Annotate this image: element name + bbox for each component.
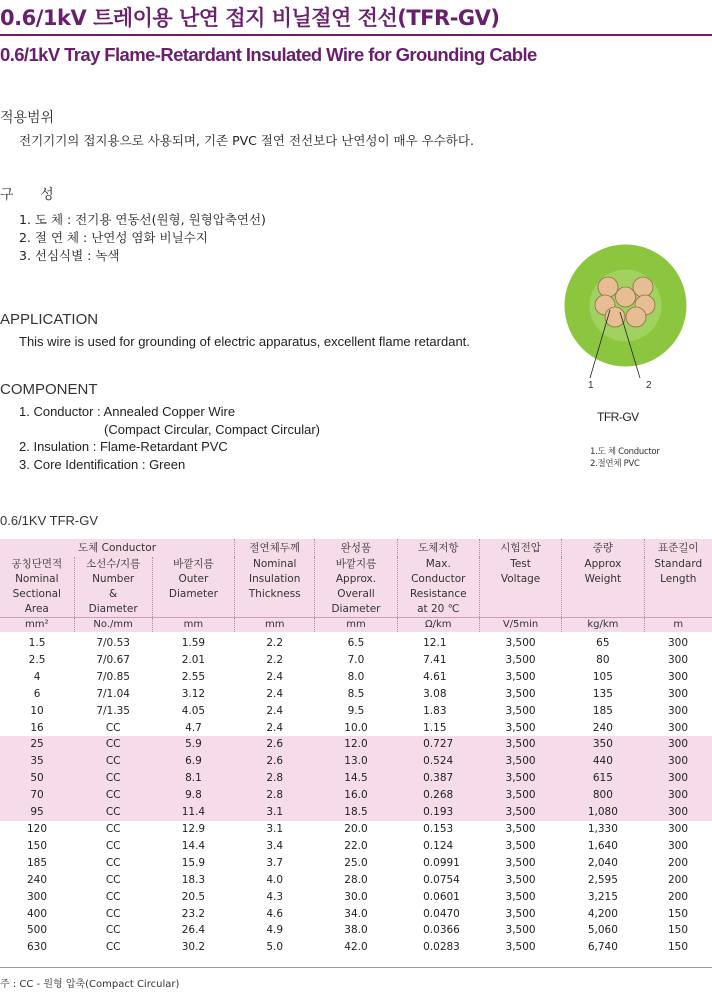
table-cell: CC <box>105 856 121 869</box>
table-cell: CC <box>105 907 121 920</box>
header-en-line: Area <box>24 603 49 615</box>
table-cell: CC <box>105 839 121 852</box>
table-cell: 28.0 <box>344 873 368 886</box>
table-cell: 2.6 <box>235 753 315 770</box>
table-cell: 18.3 <box>181 873 206 886</box>
component-ko-item-1: 1. 도 체 : 전기용 연동선(원형, 원형압축연선) <box>19 212 266 227</box>
table-cell: 500 <box>27 924 48 937</box>
table-cell: 105 <box>592 670 613 683</box>
table-row <box>0 736 712 753</box>
figure-legend-1: 1.도 체 Conductor <box>590 447 660 457</box>
table-body <box>0 632 712 956</box>
table-cell: 15.9 <box>181 856 206 869</box>
table-cell: 22.0 <box>344 839 368 852</box>
header-en-line: Nominal <box>15 573 59 585</box>
table-row <box>0 889 712 906</box>
table-cell: 200 <box>667 890 689 903</box>
header-ko-1: 소선수/지름 <box>86 558 141 570</box>
unit-6: V/5min <box>479 618 561 633</box>
figure-label-1: 1 <box>588 380 594 391</box>
table-cell: 300 <box>667 670 689 683</box>
figure-leader-lines <box>580 290 660 385</box>
table-cell: CC <box>105 873 121 886</box>
header-en-line: Max. <box>425 558 451 570</box>
table-cell: 150 <box>667 907 689 920</box>
table-cell: 7/0.53 <box>96 637 130 649</box>
table-cell: 10 <box>30 704 44 717</box>
table-cell: 50 <box>0 770 74 787</box>
header-en-line: Thickness <box>248 588 301 600</box>
table-cell: 3,500 <box>479 753 561 770</box>
table-title: 0.6/1KV TFR-GV <box>0 513 99 528</box>
table-cell: 0.268 <box>397 787 479 804</box>
header-en-line: Sectional <box>12 588 61 600</box>
header-ko-6: 시험전압 <box>479 539 561 557</box>
page-title-english: 0.6/1kV Tray Flame-Retardant Insulated Wire for Grounding Cable <box>0 44 537 65</box>
table-cell: 8.0 <box>347 670 365 683</box>
header-en-line: Resistance <box>409 588 467 600</box>
table-row <box>0 770 712 787</box>
table-cell: 4.9 <box>266 924 284 937</box>
header-en-line: Diameter <box>331 603 381 615</box>
header-cell-weight <box>562 557 644 618</box>
table-cell: 0.0601 <box>423 890 460 903</box>
table-cell: 300 <box>27 890 48 903</box>
table-row <box>0 720 712 737</box>
header-en-line: at 20 ℃ <box>417 603 460 615</box>
header-en-line: Test <box>510 558 531 570</box>
header-cell-outer-diameter <box>152 557 234 618</box>
table-cell: 2.2 <box>266 637 284 649</box>
table-cell: 4.7 <box>185 721 202 734</box>
header-ko-4: 완성품 <box>315 539 397 557</box>
table-cell: 23.2 <box>181 907 206 920</box>
table-cell: 300 <box>644 804 712 821</box>
table-cell: 0.0283 <box>423 941 460 954</box>
table-cell: 7.41 <box>423 653 447 666</box>
header-cell-voltage <box>479 557 561 618</box>
table-cell: 42.0 <box>344 941 368 954</box>
table-cell: 26.4 <box>181 924 206 937</box>
table-cell: CC <box>74 736 152 753</box>
table-cell: 3,500 <box>479 804 561 821</box>
table-cell: 150 <box>667 941 689 954</box>
table-cell: 3,500 <box>505 907 536 920</box>
header-en-line: Number <box>92 573 135 585</box>
table-cell: 11.4 <box>152 804 234 821</box>
table-cell: CC <box>74 787 152 804</box>
header-en-line: Conductor <box>411 573 466 585</box>
table-cell: 12.1 <box>423 637 447 649</box>
table-cell: 3,500 <box>505 637 536 649</box>
table-cell: 300 <box>667 637 689 649</box>
unit-4: mm <box>315 618 397 633</box>
table-cell: 4.0 <box>266 873 284 886</box>
table-cell: 120 <box>27 822 48 835</box>
table-cell: 0.387 <box>397 770 479 787</box>
table-cell: 3.7 <box>266 856 284 869</box>
component-en-item-1: 1. Conductor : Annealed Copper Wire <box>19 404 236 419</box>
table-cell: 4.3 <box>266 890 284 903</box>
table-cell: 3,500 <box>505 653 536 666</box>
header-cell-resistance <box>397 557 479 618</box>
header-en-line: Voltage <box>500 573 541 585</box>
component-en-item-2: 2. Insulation : Flame-Retardant PVC <box>19 439 228 454</box>
header-ko-7: 중량 <box>562 539 644 557</box>
header-en-line: Approx <box>584 558 622 570</box>
table-cell: 300 <box>667 687 689 700</box>
header-en-line: Diameter <box>168 588 218 600</box>
header-en-line: Approx. <box>335 573 377 585</box>
table-cell: CC <box>74 804 152 821</box>
table-row <box>0 703 712 720</box>
header-en-line: Insulation <box>249 573 301 585</box>
table-cell: 300 <box>644 770 712 787</box>
table-cell: 6.5 <box>347 637 365 649</box>
table-cell: 2.8 <box>235 770 315 787</box>
table-bottom-rule <box>0 967 712 968</box>
unit-1: No./mm <box>74 618 152 633</box>
table-cell: 6.9 <box>152 753 234 770</box>
table-cell: 440 <box>562 753 644 770</box>
table-cell: 13.0 <box>315 753 397 770</box>
table-cell: 2.4 <box>266 721 284 734</box>
table-cell: 3,215 <box>587 890 618 903</box>
table-cell: 1,330 <box>587 822 618 835</box>
table-cell: 3,500 <box>505 856 536 869</box>
table-cell: 300 <box>667 704 689 717</box>
component-ko-item-3: 3. 선심식별 : 녹색 <box>19 248 120 263</box>
table-cell: 0.727 <box>397 736 479 753</box>
table-cell: 9.5 <box>347 704 365 717</box>
table-cell: 3,500 <box>505 839 536 852</box>
header-en-line: & <box>109 588 118 600</box>
table-row <box>0 939 712 956</box>
table-cell: CC <box>105 941 121 954</box>
conductor-group-header: 도체 Conductor <box>78 541 157 554</box>
unit-0: mm² <box>0 618 74 633</box>
table-cell: 2.55 <box>181 670 206 683</box>
header-ko-3: 절연체두께 <box>235 539 315 557</box>
table-cell: 300 <box>667 653 689 666</box>
table-cell: 35 <box>0 753 74 770</box>
table-cell: 630 <box>27 941 48 954</box>
table-cell: 2.4 <box>266 670 284 683</box>
table-cell: 3,500 <box>479 736 561 753</box>
table-cell: 5,060 <box>587 924 618 937</box>
component-en-item-3: 3. Core Identification : Green <box>19 457 186 472</box>
table-cell: 14.4 <box>181 839 206 852</box>
table-cell: 7/0.85 <box>96 670 130 683</box>
table-cell: 0.153 <box>423 822 454 835</box>
header-ko-2: 바깥지름 <box>173 558 214 570</box>
footnote: 주 : CC - 원형 압축(Compact Circular) <box>0 979 180 990</box>
table-cell: 150 <box>667 924 689 937</box>
unit-8: m <box>644 618 712 633</box>
table-cell: 0.124 <box>423 839 454 852</box>
table-cell: CC <box>74 770 152 787</box>
table-cell: 0.193 <box>397 804 479 821</box>
table-cell: 2,595 <box>587 873 618 886</box>
table-cell: 2,040 <box>587 856 618 869</box>
table-cell: 10.0 <box>344 721 368 734</box>
header-en-line: Diameter <box>88 603 138 615</box>
table-cell: 25 <box>0 736 74 753</box>
table-cell: 4.05 <box>181 704 206 717</box>
table-row <box>0 686 712 703</box>
table-cell: 3,500 <box>505 670 536 683</box>
header-en-line: Weight <box>584 573 622 585</box>
header-en-line: Outer <box>178 573 209 585</box>
table-cell: 3,500 <box>505 822 536 835</box>
table-cell: 240 <box>592 721 613 734</box>
table-cell: 65 <box>596 637 610 649</box>
table-cell: 300 <box>644 753 712 770</box>
table-cell: 2.4 <box>266 687 284 700</box>
scope-text: 전기기기의 접지용으로 사용되며, 기존 PVC 절연 전선보다 난연성이 매우 우수하다. <box>19 133 474 148</box>
component-ko-item-2: 2. 절 연 체 : 난연성 염화 비닐수지 <box>19 230 208 245</box>
unit-7: kg/km <box>562 618 644 633</box>
table-cell: 200 <box>667 856 689 869</box>
table-cell: 2.2 <box>266 653 284 666</box>
table-cell: 300 <box>667 721 689 734</box>
table-cell: 14.5 <box>315 770 397 787</box>
table-cell: CC <box>74 753 152 770</box>
header-cell-strands <box>74 557 152 618</box>
header-en-line: Overall <box>337 588 375 600</box>
table-cell: 0.524 <box>397 753 479 770</box>
header-cell-area <box>0 557 74 618</box>
table-cell: 7.0 <box>347 653 365 666</box>
header-ko-8: 표준길이 <box>644 539 712 557</box>
table-cell: 150 <box>27 839 48 852</box>
component-en-item-1-detail: (Compact Circular, Compact Circular) <box>104 422 320 437</box>
table-cell: 135 <box>592 687 613 700</box>
application-text: This wire is used for grounding of electric apparatus, excellent flame retardant. <box>19 334 470 349</box>
table-cell: 185 <box>27 856 48 869</box>
table-cell: 16 <box>30 721 44 734</box>
table-cell: 3,500 <box>505 721 536 734</box>
header-en-line: Standard <box>654 558 703 570</box>
table-cell: 6 <box>33 687 41 700</box>
table-cell: 3.1 <box>235 804 315 821</box>
table-cell: 18.5 <box>315 804 397 821</box>
header-en-line: Length <box>660 573 697 585</box>
figure-legend-2: 2.절연체 PVC <box>590 459 640 469</box>
table-cell: 3.1 <box>266 822 284 835</box>
table-cell: 200 <box>667 873 689 886</box>
table-cell: 400 <box>27 907 48 920</box>
table-row <box>0 632 712 652</box>
table-cell: 7/1.04 <box>96 687 130 700</box>
table-cell: 2.8 <box>235 787 315 804</box>
specification-table <box>0 539 712 956</box>
table-cell: 80 <box>596 653 610 666</box>
application-heading: APPLICATION <box>0 311 99 328</box>
table-row <box>0 753 712 770</box>
table-cell: 3,500 <box>479 787 561 804</box>
table-cell: 615 <box>562 770 644 787</box>
table-cell: 30.2 <box>181 941 206 954</box>
table-cell: 25.0 <box>344 856 368 869</box>
table-row <box>0 787 712 804</box>
header-cell-length <box>644 557 712 618</box>
table-cell: 2.5 <box>28 653 46 666</box>
table-cell: 70 <box>0 787 74 804</box>
table-cell: 1.15 <box>423 721 447 734</box>
table-cell: 300 <box>667 822 689 835</box>
table-cell: 3,500 <box>479 770 561 787</box>
table-cell: 7/0.67 <box>96 653 130 666</box>
table-row <box>0 838 712 855</box>
table-cell: 20.0 <box>344 822 368 835</box>
table-row <box>0 652 712 669</box>
header-en-line: 바깥지름 <box>335 558 377 570</box>
table-cell: 5.9 <box>152 736 234 753</box>
table-cell: 8.1 <box>152 770 234 787</box>
table-cell: 1.59 <box>181 637 206 649</box>
table-cell: CC <box>105 822 121 835</box>
table-cell: 3.08 <box>423 687 447 700</box>
table-cell: 1.5 <box>28 637 46 649</box>
table-cell: 0.0754 <box>423 873 460 886</box>
table-cell: 2.4 <box>266 704 284 717</box>
table-cell: 4.61 <box>423 670 447 683</box>
figure-label-2: 2 <box>646 380 652 391</box>
table-cell: 3,500 <box>505 924 536 937</box>
table-cell: 8.5 <box>347 687 365 700</box>
table-cell: 300 <box>644 736 712 753</box>
table-row <box>0 855 712 872</box>
table-cell: 7/1.35 <box>96 704 130 717</box>
table-cell: 2.6 <box>235 736 315 753</box>
table-cell: 3,500 <box>505 941 536 954</box>
header-ko-0: 공칭단면적 <box>11 558 63 570</box>
table-cell: 3,500 <box>505 890 536 903</box>
table-row <box>0 669 712 686</box>
table-cell: 0.0366 <box>423 924 460 937</box>
figure-caption: TFR-GV <box>597 410 639 424</box>
unit-5: Ω/km <box>397 618 479 633</box>
table-cell: 2.01 <box>181 653 206 666</box>
header-cell-insulation <box>235 557 315 618</box>
table-cell: 6,740 <box>587 941 618 954</box>
table-cell: 5.0 <box>266 941 284 954</box>
table-cell: 4 <box>33 670 41 683</box>
table-cell: 0.0991 <box>423 856 460 869</box>
table-cell: 20.5 <box>181 890 206 903</box>
table-cell: 12.9 <box>181 822 206 835</box>
table-cell: 30.0 <box>344 890 368 903</box>
header-ko-5: 도체저항 <box>397 539 479 557</box>
table-cell: 300 <box>644 787 712 804</box>
table-cell: 185 <box>592 704 613 717</box>
page-title-korean: 0.6/1kV 트레이용 난연 접지 비닐절연 전선(TFR-GV) <box>0 6 500 30</box>
table-cell: 9.8 <box>152 787 234 804</box>
table-cell: CC <box>105 924 121 937</box>
table-cell: 3,500 <box>505 873 536 886</box>
table-cell: 16.0 <box>315 787 397 804</box>
header-cell-overall-diameter <box>315 557 397 618</box>
component-heading-english: COMPONENT <box>0 381 98 398</box>
table-cell: 34.0 <box>344 907 368 920</box>
table-cell: 3,500 <box>505 704 536 717</box>
title-divider <box>0 34 712 36</box>
table-cell: 350 <box>562 736 644 753</box>
table-row <box>0 821 712 838</box>
table-cell: 12.0 <box>315 736 397 753</box>
table-cell: CC <box>105 890 121 903</box>
table-cell: 1,640 <box>587 839 618 852</box>
table-cell: CC <box>105 721 121 734</box>
table-cell: 1.83 <box>423 704 447 717</box>
table-cell: 3.12 <box>181 687 206 700</box>
table-row <box>0 804 712 821</box>
table-cell: 1,080 <box>562 804 644 821</box>
table-cell: 3.4 <box>266 839 284 852</box>
table-cell: 300 <box>667 839 689 852</box>
table-cell: 4.6 <box>266 907 284 920</box>
table-cell: 0.0470 <box>423 907 460 920</box>
scope-heading: 적용범위 <box>0 110 55 126</box>
table-row <box>0 872 712 889</box>
table-cell: 4,200 <box>587 907 618 920</box>
table-cell: 95 <box>0 804 74 821</box>
unit-2: mm <box>152 618 234 633</box>
table-row <box>0 906 712 923</box>
table-cell: 38.0 <box>344 924 368 937</box>
table-cell: 800 <box>562 787 644 804</box>
table-cell: 3,500 <box>505 687 536 700</box>
table-row <box>0 922 712 939</box>
component-heading-korean: 구 성 <box>0 187 54 203</box>
header-en-line: Nominal <box>252 558 297 570</box>
unit-3: mm <box>235 618 315 633</box>
table-cell: 240 <box>27 873 48 886</box>
